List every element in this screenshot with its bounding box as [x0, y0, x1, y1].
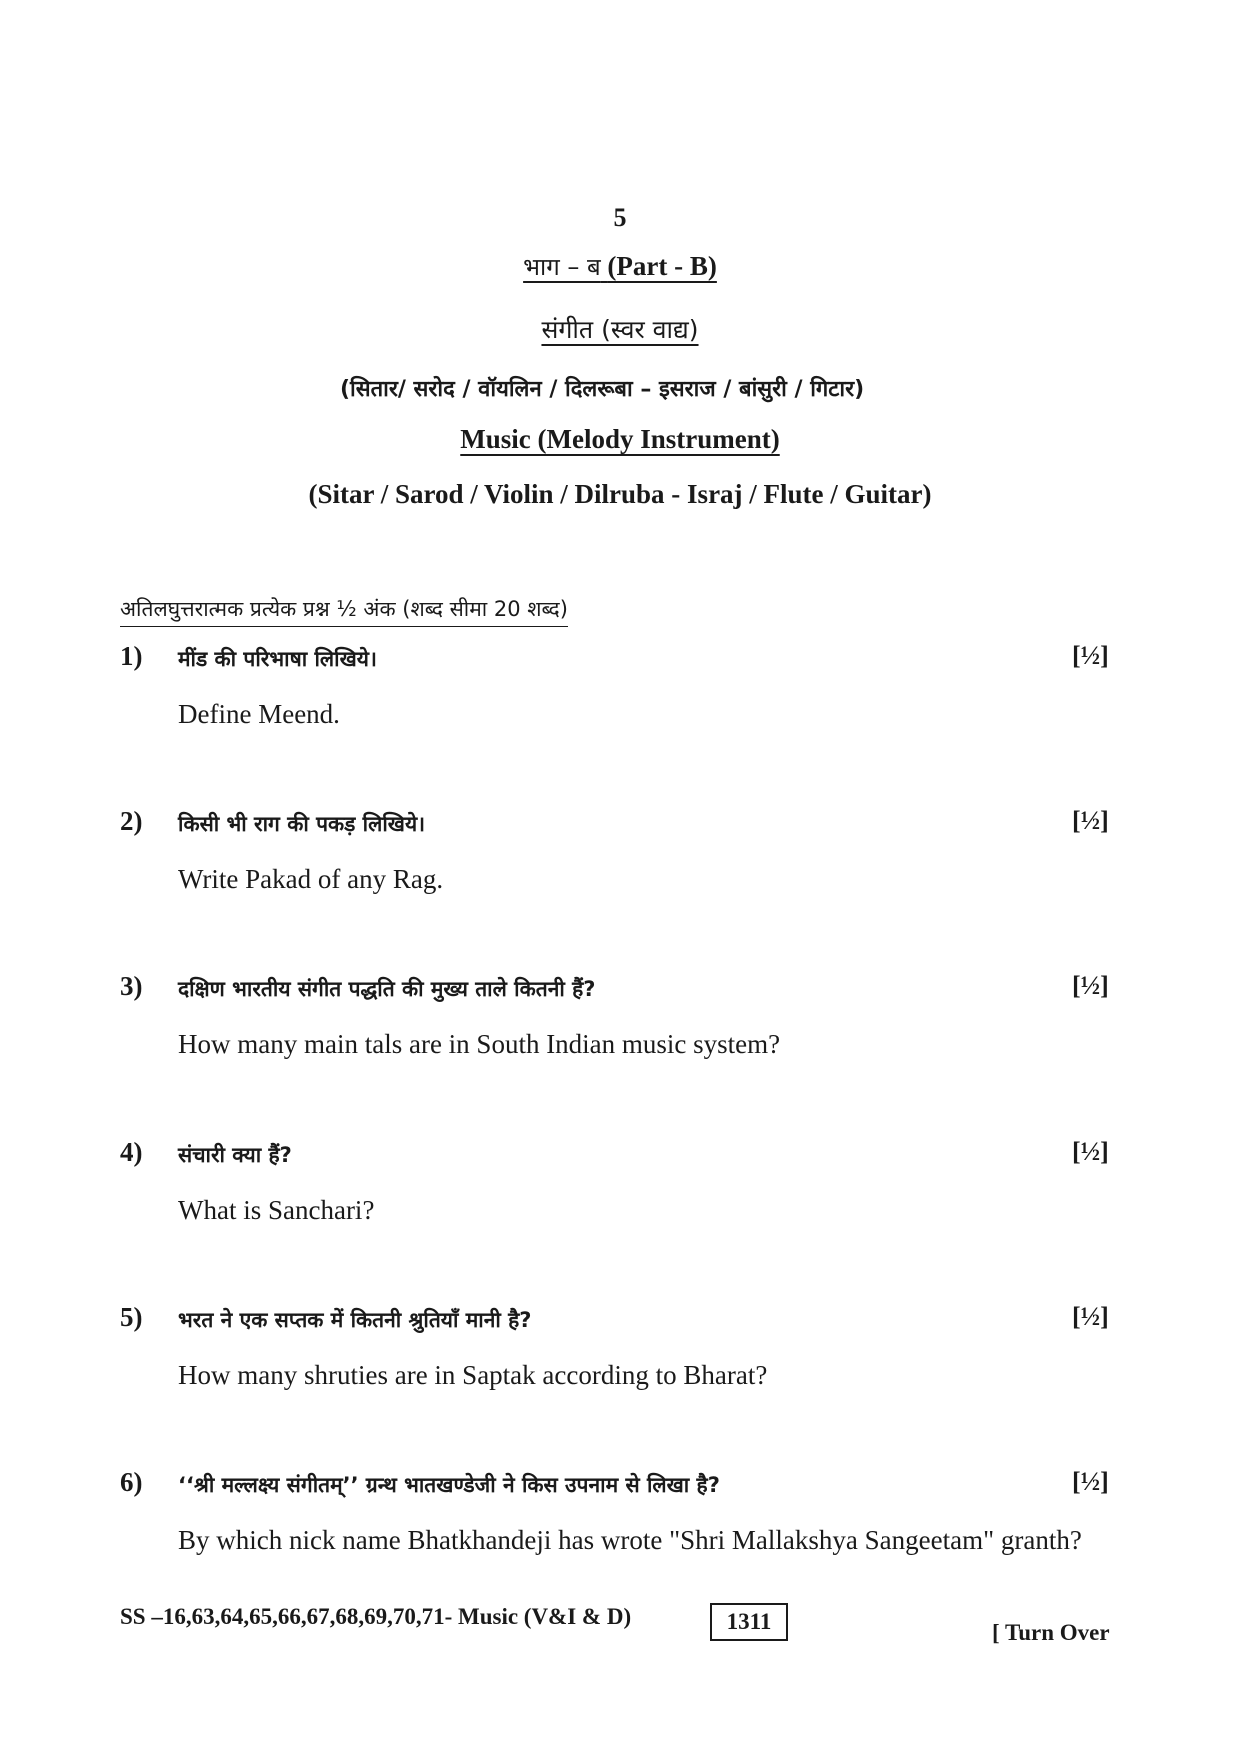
- footer-turn-over: [ Turn Over: [992, 1620, 1110, 1645]
- instruments-hindi: (सितार/ सरोद / वॉयलिन / दिलरूबा – इसराज / बांसुरी / गिटार): [340, 377, 865, 402]
- part-title: [0, 250, 1240, 283]
- question-text-hindi: ‘‘श्री मल्लक्ष्य संगीतम्’’ ग्रन्थ भातखण्डेजी ने किस उपनाम से लिखा है?: [178, 1473, 720, 1497]
- question-number: 4): [120, 1137, 143, 1167]
- question-5: [0, 1302, 1240, 1462]
- subject-title-english-text: Music (Melody Instrument): [460, 424, 780, 454]
- question-marks: [½]: [1072, 971, 1109, 1000]
- question-marks: [½]: [1072, 806, 1109, 835]
- question-text-english: What is Sanchari?: [178, 1195, 375, 1225]
- part-title-english: (Part - B): [607, 251, 717, 281]
- footer-page-box: 1311: [710, 1603, 788, 1641]
- instruments-english: (Sitar / Sarod / Violin / Dilruba - Israj / Flute / Guitar): [308, 479, 932, 509]
- part-title-hindi: भाग – ब: [523, 253, 601, 281]
- question-number: 5): [120, 1302, 143, 1332]
- question-text-english: How many shruties are in Saptak according to Bharat?: [178, 1360, 768, 1390]
- question-3: [0, 971, 1240, 1131]
- question-marks: [½]: [1072, 1137, 1109, 1166]
- question-number: 1): [120, 641, 143, 671]
- question-text-english: Define Meend.: [178, 699, 340, 729]
- question-1: [0, 641, 1240, 801]
- question-text-hindi: मींड की परिभाषा लिखिये।: [178, 647, 377, 671]
- question-number: 6): [120, 1467, 143, 1497]
- question-text-hindi: भरत ने एक सप्तक में कितनी श्रुतियाँ मानी है?: [178, 1308, 532, 1332]
- question-number: 3): [120, 971, 143, 1001]
- question-text-hindi: किसी भी राग की पकड़ लिखिये।: [178, 812, 426, 836]
- question-marks: [½]: [1072, 1302, 1109, 1331]
- question-marks: [½]: [1072, 1467, 1109, 1496]
- question-marks: [½]: [1072, 641, 1109, 670]
- question-4: [0, 1137, 1240, 1297]
- subject-title-english: [0, 424, 1240, 455]
- question-number: 2): [120, 806, 143, 836]
- question-text-english: By which nick name Bhatkhandeji has wrote "Shri Mallakshya Sangeetam" granth?: [178, 1525, 1082, 1555]
- question-text-hindi: संचारी क्या हैं?: [178, 1143, 292, 1167]
- question-2: [0, 806, 1240, 966]
- section-heading: अतिलघुत्तरात्मक प्रत्येक प्रश्न ½ अंक (शब्द सीमा 20 शब्द): [120, 595, 568, 627]
- subject-title-hindi: [0, 312, 1240, 346]
- question-text-english: Write Pakad of any Rag.: [178, 864, 444, 894]
- question-text-hindi: दक्षिण भारतीय संगीत पद्धति की मुख्य ताले कितनी हैं?: [178, 977, 596, 1001]
- subject-title-hindi-text: संगीत (स्वर वाद्य): [541, 315, 699, 344]
- question-6: [0, 1467, 1240, 1587]
- footer-paper-code: SS –16,63,64,65,66,67,68,69,70,71- Music (V&I & D): [120, 1604, 632, 1629]
- question-text-english: How many main tals are in South Indian music system?: [178, 1029, 781, 1059]
- page-number: 5: [613, 203, 627, 232]
